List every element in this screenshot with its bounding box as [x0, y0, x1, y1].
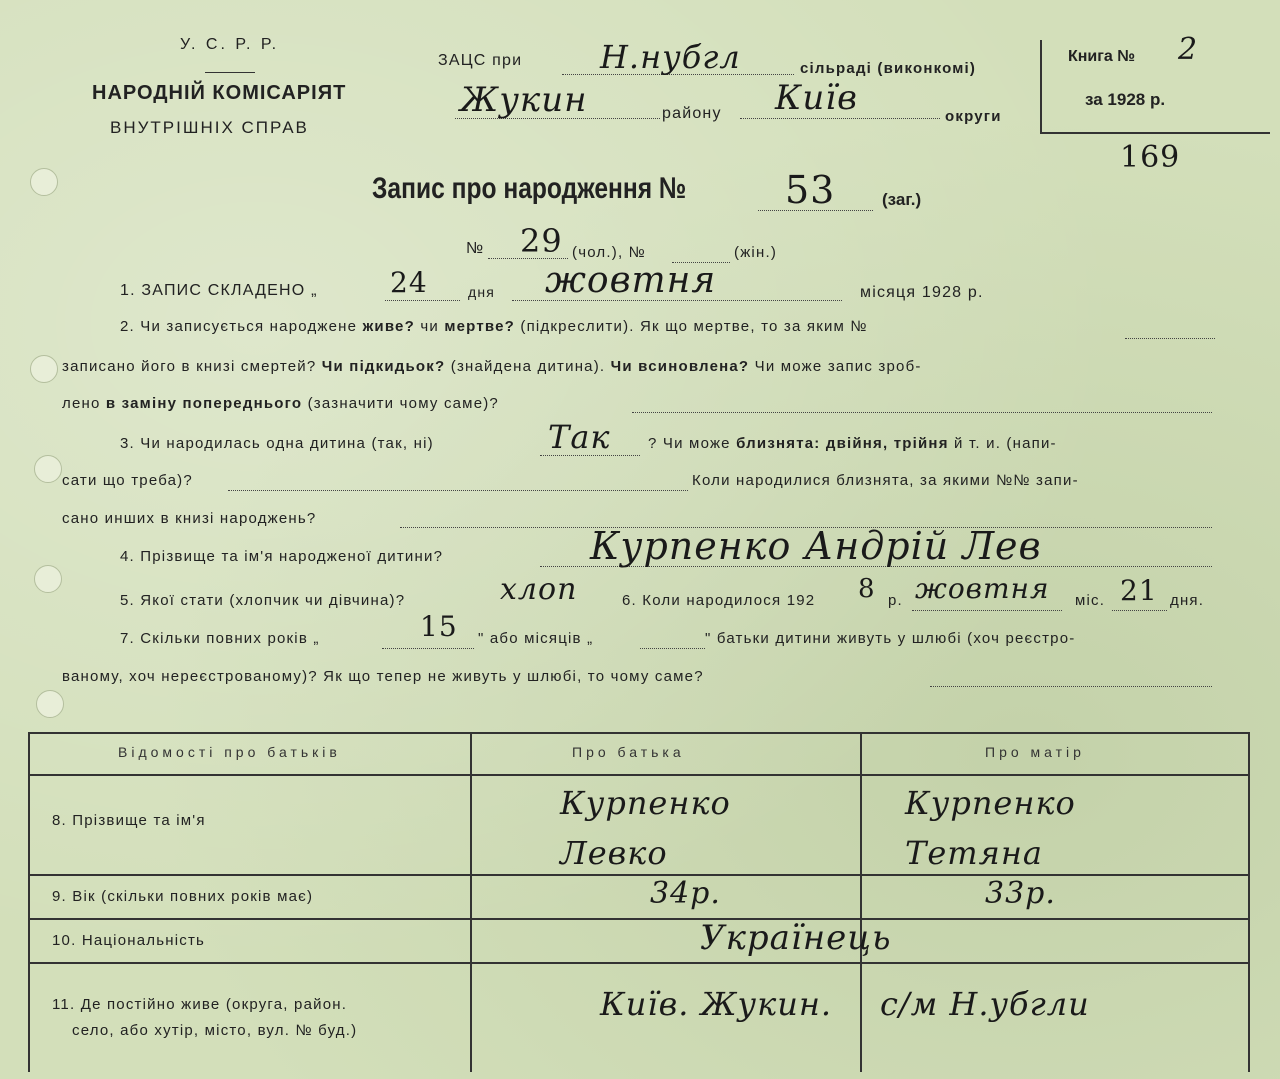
q7-line1c: " батьки дитини живуть у шлюбі (хоч реєстро- — [705, 630, 1076, 647]
district-label: району — [662, 105, 722, 122]
q6-day-label: дня. — [1170, 592, 1205, 609]
fill-line — [382, 648, 474, 649]
q3-line2a: сати що треба)? — [62, 472, 193, 489]
q6-day: 21 — [1120, 574, 1158, 607]
fill-line — [912, 610, 1062, 611]
okruha-label: округи — [945, 108, 1002, 125]
year-label: за 1928 р. — [1085, 90, 1166, 109]
table-header: Про батька — [572, 744, 685, 760]
punch-hole — [30, 355, 58, 383]
text: й т. и. (напи- — [948, 435, 1057, 452]
father-name: Курпенко Левко — [560, 784, 731, 872]
page-number: 169 — [1120, 140, 1181, 175]
fill-line — [385, 300, 460, 301]
fill-line — [740, 118, 940, 119]
table-header: Про матір — [985, 744, 1085, 760]
father-age: 34р. — [650, 876, 721, 911]
mother-name: Курпенко Тетяна — [905, 784, 1076, 872]
q4-answer: Курпенко Андрій Лев — [590, 524, 1042, 568]
record-number: 53 — [785, 168, 836, 212]
q6-r-label: р. — [888, 592, 903, 609]
record-title: Запис про народження № — [372, 172, 687, 205]
alive-option: живе? — [362, 318, 415, 335]
q7-line1b: " або місяців „ — [478, 630, 594, 647]
fill-line — [1112, 610, 1167, 611]
table-border — [28, 732, 1250, 734]
q3-answer: Так — [548, 418, 611, 456]
okruha-value: Київ — [775, 78, 858, 118]
mother-age: 33р. — [985, 876, 1056, 911]
sub-no-label: № — [466, 240, 485, 257]
q2-line1 — [120, 318, 868, 335]
table-border — [28, 918, 1250, 920]
department-label: ВНУТРІШНІХ СПРАВ — [110, 118, 309, 137]
table-border — [860, 732, 862, 1072]
q5-answer: хлоп — [500, 572, 578, 607]
q6-year: 8 — [858, 574, 876, 604]
zags-label: ЗАЦС при — [438, 52, 523, 69]
book-value: 2 — [1178, 32, 1199, 67]
punch-hole — [36, 690, 64, 718]
council-label: сільраді (виконкомі) — [800, 60, 977, 77]
q6-month: жовтня — [915, 572, 1050, 605]
table-row-label: село, або хутір, місто, вул. № буд.) — [72, 1022, 358, 1039]
district-value: Жукин — [460, 80, 588, 120]
punch-hole — [30, 168, 58, 196]
table-row-label: 9. Вік (скільки повних років має) — [52, 888, 314, 905]
book-label: Книга № — [1068, 48, 1136, 65]
q7-line1a: 7. Скільки повних років „ — [120, 630, 320, 647]
q7-line2: ваному, хоч нереєстрованому)? Як що тепер не живуть у шлюбі, то чому саме? — [62, 668, 704, 685]
fill-line — [930, 686, 1212, 687]
text: чи — [414, 318, 445, 335]
punch-hole — [34, 565, 62, 593]
text: 2. Чи записується народжене — [120, 318, 363, 335]
text: (зазначити чому саме)? — [302, 395, 499, 412]
zags-value: Н.нубгл — [600, 38, 741, 76]
mother-residence: с/м Н.убгли — [880, 985, 1090, 1023]
text: (підкреслити). Як що мертве, то за яким № — [515, 318, 868, 335]
fill-line — [632, 412, 1212, 413]
table-border — [1248, 732, 1250, 1072]
text: Чи може запис зроб- — [749, 358, 922, 375]
text: записано його в книзі смертей? — [62, 358, 322, 375]
republic-label: У. С. Р. Р. — [180, 36, 280, 53]
q3-line3: сано инших в книзі народжень? — [62, 510, 317, 527]
foundling-option: Чи підкидьок? — [321, 358, 446, 375]
q6-mis-label: міс. — [1075, 592, 1106, 609]
table-row-label: 11. Де постійно живе (округа, район. — [52, 996, 348, 1013]
q1-prefix: 1. ЗАПИС СКЛАДЕНО „ — [120, 282, 318, 299]
q5-label: 5. Якої стати (хлопчик чи дівчина)? — [120, 592, 406, 609]
q3-line1a: 3. Чи народилась одна дитина (так, ні) — [120, 435, 434, 452]
q1-suffix: місяця 1928 р. — [860, 284, 984, 301]
adopted-option: Чи всиновлена? — [610, 358, 750, 375]
punch-hole — [34, 455, 62, 483]
q3-line1b — [648, 435, 1057, 452]
fill-line — [228, 490, 688, 491]
book-box-border — [1040, 132, 1270, 134]
q3-line2b: Коли народилися близнята, за якими №№ запи- — [692, 472, 1079, 489]
table-row-label: 10. Національність — [52, 932, 206, 949]
table-border — [470, 732, 472, 1072]
text: лено — [62, 395, 106, 412]
twins-option: близнята: двійня, трійня — [736, 435, 949, 452]
table-header: Відомості про батьків — [118, 744, 341, 760]
q1-day: 24 — [390, 266, 428, 299]
table-row-label: 8. Прізвище та ім'я — [52, 812, 206, 829]
q1-day-label: дня — [468, 284, 496, 300]
book-box-border — [1040, 40, 1042, 132]
q4-label: 4. Прізвище та ім'я народженої дитини? — [120, 548, 444, 565]
q1-month: жовтня — [545, 260, 717, 301]
father-residence: Київ. Жукин. — [600, 985, 833, 1023]
q2-line2 — [62, 358, 922, 375]
table-border — [28, 774, 1250, 776]
commissariat-label: НАРОДНІЙ КОМІСАРІЯТ — [92, 82, 347, 104]
record-suffix: (заг.) — [882, 190, 922, 209]
divider — [205, 72, 255, 73]
male-no: 29 — [520, 222, 563, 260]
replacement-option: в заміну попереднього — [105, 395, 303, 412]
dead-option: мертве? — [444, 318, 515, 335]
nationality: Українець — [700, 918, 892, 958]
female-label: (жін.) — [734, 244, 778, 261]
fill-line — [640, 648, 705, 649]
q7-years: 15 — [420, 610, 458, 643]
q6-label: 6. Коли народилося 192 — [622, 592, 816, 609]
text: (знайдена дитина). — [445, 358, 611, 375]
table-border — [28, 732, 30, 1072]
male-label: (чол.), № — [572, 244, 646, 261]
text: ? Чи може — [648, 435, 737, 452]
q2-line3 — [62, 395, 499, 412]
table-border — [28, 962, 1250, 964]
fill-line — [1125, 338, 1215, 339]
